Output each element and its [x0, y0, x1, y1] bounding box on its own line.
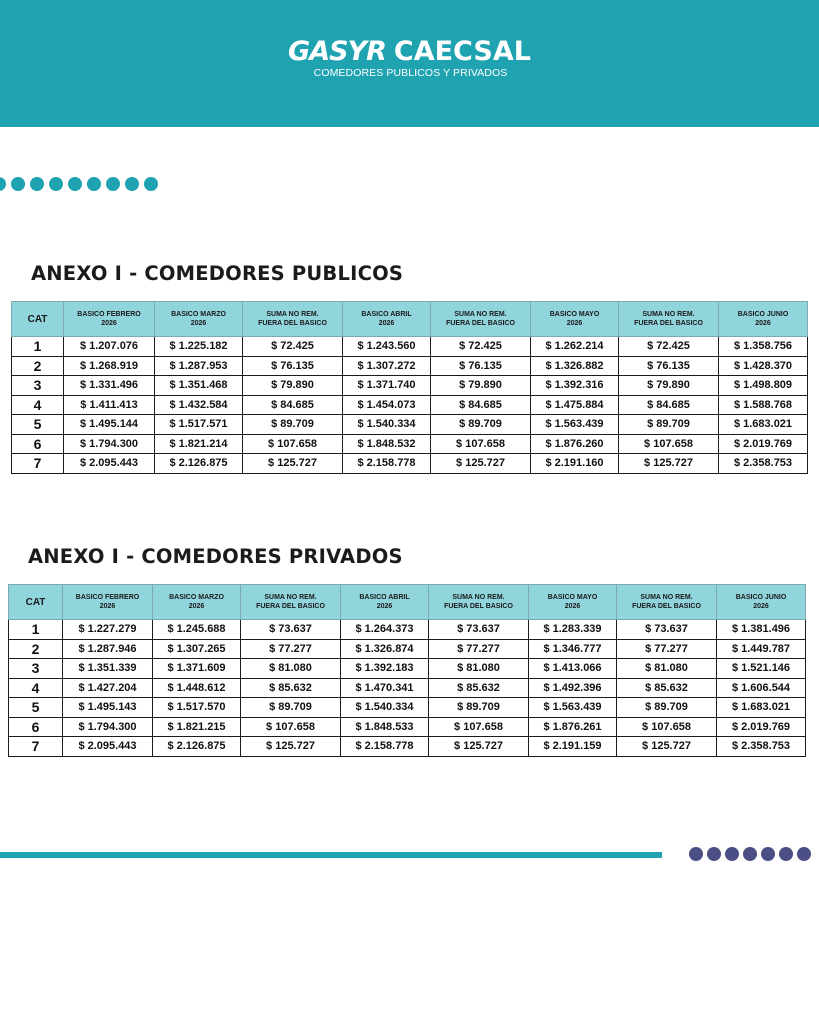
publicos-table	[11, 301, 808, 474]
amount-cell: $ 2.126.875	[155, 454, 243, 474]
amount-cell: $ 85.632	[617, 678, 717, 698]
column-header-line: BASICO MAYO	[549, 311, 600, 318]
amount-cell: $ 81.080	[617, 659, 717, 679]
amount-cell: $ 81.080	[429, 659, 529, 679]
column-header-line: SUMA NO REM.	[266, 311, 319, 318]
amount-cell: $ 1.794.300	[64, 434, 155, 454]
amount-cell: $ 1.358.756	[719, 337, 808, 357]
column-header-line: FUERA DEL BASICO	[446, 320, 515, 327]
brand-name: CAECSAL	[393, 36, 531, 67]
column-header	[719, 302, 808, 337]
amount-cell: $ 107.658	[429, 717, 529, 737]
column-header	[531, 302, 619, 337]
column-header-line: BASICO MAYO	[547, 594, 598, 601]
column-header-line: 2026	[376, 603, 393, 610]
column-header	[429, 585, 529, 620]
amount-cell: $ 2.191.159	[529, 737, 617, 757]
column-header	[241, 585, 341, 620]
decorative-dots-top	[0, 177, 158, 191]
amount-cell: $ 89.709	[619, 415, 719, 435]
amount-cell: $ 1.264.373	[341, 620, 429, 640]
dot-icon	[11, 177, 25, 191]
amount-cell: $ 1.225.182	[155, 337, 243, 357]
amount-cell: $ 107.658	[241, 717, 341, 737]
amount-cell: $ 107.658	[431, 434, 531, 454]
amount-cell: $ 1.848.533	[341, 717, 429, 737]
amount-cell: $ 2.191.160	[531, 454, 619, 474]
dot-icon	[743, 847, 757, 861]
amount-cell: $ 79.890	[619, 376, 719, 396]
brand-mark: GASYR	[288, 36, 386, 67]
column-header-cat	[9, 585, 63, 620]
amount-cell: $ 89.709	[243, 415, 343, 435]
column-header-line: CAT	[27, 313, 48, 325]
amount-cell: $ 89.709	[617, 698, 717, 718]
amount-cell: $ 1.606.544	[717, 678, 806, 698]
amount-cell: $ 107.658	[619, 434, 719, 454]
dot-icon	[761, 847, 775, 861]
amount-cell: $ 1.326.882	[531, 356, 619, 376]
amount-cell: $ 89.709	[431, 415, 531, 435]
column-header-line: 2026	[101, 320, 117, 327]
amount-cell: $ 2.158.778	[341, 737, 429, 757]
amount-cell: $ 107.658	[243, 434, 343, 454]
column-header-line: FUERA DEL BASICO	[444, 603, 513, 610]
decorative-bar-bottom	[0, 852, 662, 858]
table-row	[9, 678, 806, 698]
table-row	[9, 659, 806, 679]
amount-cell: $ 89.709	[429, 698, 529, 718]
amount-cell: $ 76.135	[619, 356, 719, 376]
cat-cell: 5	[12, 415, 64, 435]
table-row	[9, 737, 806, 757]
cat-cell: 7	[12, 454, 64, 474]
amount-cell: $ 1.427.204	[63, 678, 153, 698]
column-header	[343, 302, 431, 337]
table-row	[9, 620, 806, 640]
dot-icon	[49, 177, 63, 191]
amount-cell: $ 1.243.560	[343, 337, 431, 357]
column-header-line: 2026	[188, 603, 205, 610]
amount-cell: $ 73.637	[241, 620, 341, 640]
table-header-row	[12, 302, 808, 337]
cat-cell: 3	[9, 659, 63, 679]
amount-cell: $ 1.432.584	[155, 395, 243, 415]
amount-cell: $ 1.588.768	[719, 395, 808, 415]
amount-cell: $ 107.658	[617, 717, 717, 737]
amount-cell: $ 85.632	[241, 678, 341, 698]
column-header-line: 2026	[755, 320, 771, 327]
amount-cell: $ 125.727	[241, 737, 341, 757]
column-header	[617, 585, 717, 620]
column-header	[64, 302, 155, 337]
amount-cell: $ 125.727	[619, 454, 719, 474]
amount-cell: $ 77.277	[429, 639, 529, 659]
amount-cell: $ 1.470.341	[341, 678, 429, 698]
amount-cell: $ 1.371.740	[343, 376, 431, 396]
amount-cell: $ 1.287.946	[63, 639, 153, 659]
column-header-line: BASICO FEBRERO	[75, 594, 140, 601]
amount-cell: $ 1.498.809	[719, 376, 808, 396]
amount-cell: $ 1.268.919	[64, 356, 155, 376]
amount-cell: $ 125.727	[431, 454, 531, 474]
brand-subtitle: COMEDORES PUBLICOS Y PRIVADOS	[313, 67, 508, 79]
cat-cell: 6	[9, 717, 63, 737]
amount-cell: $ 77.277	[617, 639, 717, 659]
amount-cell: $ 1.454.073	[343, 395, 431, 415]
amount-cell: $ 89.709	[241, 698, 341, 718]
cat-cell: 2	[12, 356, 64, 376]
amount-cell: $ 79.890	[431, 376, 531, 396]
table-header-row	[9, 585, 806, 620]
cat-cell: 5	[9, 698, 63, 718]
cat-cell: 2	[9, 639, 63, 659]
amount-cell: $ 1.287.953	[155, 356, 243, 376]
table-row	[12, 356, 808, 376]
amount-cell: $ 77.277	[241, 639, 341, 659]
dot-icon	[707, 847, 721, 861]
cat-cell: 3	[12, 376, 64, 396]
header-banner	[0, 0, 819, 127]
column-header-line: BASICO FEBRERO	[77, 311, 141, 318]
cat-cell: 1	[12, 337, 64, 357]
column-header-line: BASICO JUNIO	[735, 594, 787, 601]
amount-cell: $ 1.449.787	[717, 639, 806, 659]
dot-icon	[106, 177, 120, 191]
amount-cell: $ 1.563.439	[531, 415, 619, 435]
amount-cell: $ 1.683.021	[719, 415, 808, 435]
table-row	[9, 639, 806, 659]
amount-cell: $ 84.685	[431, 395, 531, 415]
cat-cell: 1	[9, 620, 63, 640]
column-header	[529, 585, 617, 620]
amount-cell: $ 76.135	[243, 356, 343, 376]
amount-cell: $ 76.135	[431, 356, 531, 376]
table-row	[12, 395, 808, 415]
column-header-line: 2026	[99, 603, 116, 610]
dot-icon	[725, 847, 739, 861]
amount-cell: $ 1.495.144	[64, 415, 155, 435]
amount-cell: $ 1.428.370	[719, 356, 808, 376]
amount-cell: $ 1.540.334	[343, 415, 431, 435]
dot-icon	[30, 177, 44, 191]
dot-icon	[689, 847, 703, 861]
amount-cell: $ 2.019.769	[719, 434, 808, 454]
amount-cell: $ 1.207.076	[64, 337, 155, 357]
amount-cell: $ 2.095.443	[63, 737, 153, 757]
column-header-line: 2026	[564, 603, 581, 610]
privados-table	[8, 584, 806, 757]
amount-cell: $ 2.126.875	[153, 737, 241, 757]
amount-cell: $ 1.283.339	[529, 620, 617, 640]
column-header	[717, 585, 806, 620]
amount-cell: $ 1.411.413	[64, 395, 155, 415]
amount-cell: $ 1.307.272	[343, 356, 431, 376]
column-header-line: SUMA NO REM.	[642, 311, 695, 318]
table-row	[12, 376, 808, 396]
dot-icon	[797, 847, 811, 861]
cat-cell: 6	[12, 434, 64, 454]
amount-cell: $ 1.517.571	[155, 415, 243, 435]
amount-cell: $ 1.821.215	[153, 717, 241, 737]
column-header-line: SUMA NO REM.	[264, 594, 317, 601]
column-header-line: 2026	[190, 320, 207, 327]
amount-cell: $ 1.262.214	[531, 337, 619, 357]
amount-cell: $ 72.425	[619, 337, 719, 357]
column-header	[155, 302, 243, 337]
column-header-line: 2026	[378, 320, 395, 327]
column-header	[153, 585, 241, 620]
amount-cell: $ 1.307.265	[153, 639, 241, 659]
column-header-line: SUMA NO REM.	[454, 311, 507, 318]
brand-logo	[0, 36, 819, 79]
column-header-line: BASICO MARZO	[169, 594, 224, 601]
dot-icon	[68, 177, 82, 191]
column-header	[243, 302, 343, 337]
column-header-line: SUMA NO REM.	[640, 594, 693, 601]
cat-cell: 4	[9, 678, 63, 698]
amount-cell: $ 1.371.609	[153, 659, 241, 679]
amount-cell: $ 2.358.753	[719, 454, 808, 474]
amount-cell: $ 1.331.496	[64, 376, 155, 396]
amount-cell: $ 72.425	[431, 337, 531, 357]
amount-cell: $ 1.381.496	[717, 620, 806, 640]
amount-cell: $ 1.794.300	[63, 717, 153, 737]
column-header-line: 2026	[566, 320, 583, 327]
column-header-line: SUMA NO REM.	[452, 594, 505, 601]
amount-cell: $ 1.346.777	[529, 639, 617, 659]
table-row	[12, 415, 808, 435]
decorative-dots-bottom	[689, 847, 811, 861]
privados-title: ANEXO I - COMEDORES PRIVADOS	[28, 545, 403, 568]
table-row	[9, 717, 806, 737]
column-header-line: BASICO ABRIL	[359, 594, 410, 601]
amount-cell: $ 73.637	[429, 620, 529, 640]
amount-cell: $ 73.637	[617, 620, 717, 640]
amount-cell: $ 81.080	[241, 659, 341, 679]
amount-cell: $ 1.245.688	[153, 620, 241, 640]
amount-cell: $ 2.358.753	[717, 737, 806, 757]
amount-cell: $ 1.517.570	[153, 698, 241, 718]
amount-cell: $ 1.521.146	[717, 659, 806, 679]
amount-cell: $ 79.890	[243, 376, 343, 396]
dot-icon	[87, 177, 101, 191]
amount-cell: $ 2.158.778	[343, 454, 431, 474]
dot-icon	[144, 177, 158, 191]
amount-cell: $ 72.425	[243, 337, 343, 357]
cat-cell: 4	[12, 395, 64, 415]
column-header-line: BASICO MARZO	[171, 311, 226, 318]
column-header-line: FUERA DEL BASICO	[632, 603, 701, 610]
column-header	[431, 302, 531, 337]
column-header-line: FUERA DEL BASICO	[258, 320, 327, 327]
amount-cell: $ 1.227.279	[63, 620, 153, 640]
column-header	[619, 302, 719, 337]
column-header-cat	[12, 302, 64, 337]
table-row	[9, 698, 806, 718]
dot-icon	[779, 847, 793, 861]
amount-cell: $ 1.492.396	[529, 678, 617, 698]
amount-cell: $ 84.685	[243, 395, 343, 415]
dot-icon	[125, 177, 139, 191]
amount-cell: $ 1.876.260	[531, 434, 619, 454]
amount-cell: $ 1.876.261	[529, 717, 617, 737]
amount-cell: $ 1.351.339	[63, 659, 153, 679]
dot-icon	[0, 177, 6, 191]
amount-cell: $ 1.448.612	[153, 678, 241, 698]
amount-cell: $ 1.848.532	[343, 434, 431, 454]
column-header	[341, 585, 429, 620]
table-row	[12, 454, 808, 474]
column-header-line: BASICO ABRIL	[361, 311, 412, 318]
amount-cell: $ 1.563.439	[529, 698, 617, 718]
amount-cell: $ 1.475.884	[531, 395, 619, 415]
amount-cell: $ 1.326.874	[341, 639, 429, 659]
amount-cell: $ 1.351.468	[155, 376, 243, 396]
publicos-title: ANEXO I - COMEDORES PUBLICOS	[31, 262, 404, 285]
column-header-line: FUERA DEL BASICO	[256, 603, 325, 610]
amount-cell: $ 2.019.769	[717, 717, 806, 737]
table-row	[12, 337, 808, 357]
column-header-line: CAT	[25, 596, 46, 608]
amount-cell: $ 84.685	[619, 395, 719, 415]
amount-cell: $ 1.392.183	[341, 659, 429, 679]
column-header	[63, 585, 153, 620]
amount-cell: $ 1.413.066	[529, 659, 617, 679]
amount-cell: $ 1.495.143	[63, 698, 153, 718]
column-header-line: 2026	[753, 603, 769, 610]
amount-cell: $ 125.727	[243, 454, 343, 474]
amount-cell: $ 1.821.214	[155, 434, 243, 454]
amount-cell: $ 1.540.334	[341, 698, 429, 718]
amount-cell: $ 125.727	[617, 737, 717, 757]
amount-cell: $ 1.683.021	[717, 698, 806, 718]
column-header-line: FUERA DEL BASICO	[634, 320, 703, 327]
amount-cell: $ 2.095.443	[64, 454, 155, 474]
amount-cell: $ 125.727	[429, 737, 529, 757]
column-header-line: BASICO JUNIO	[737, 311, 789, 318]
amount-cell: $ 1.392.316	[531, 376, 619, 396]
table-row	[12, 434, 808, 454]
cat-cell: 7	[9, 737, 63, 757]
amount-cell: $ 85.632	[429, 678, 529, 698]
